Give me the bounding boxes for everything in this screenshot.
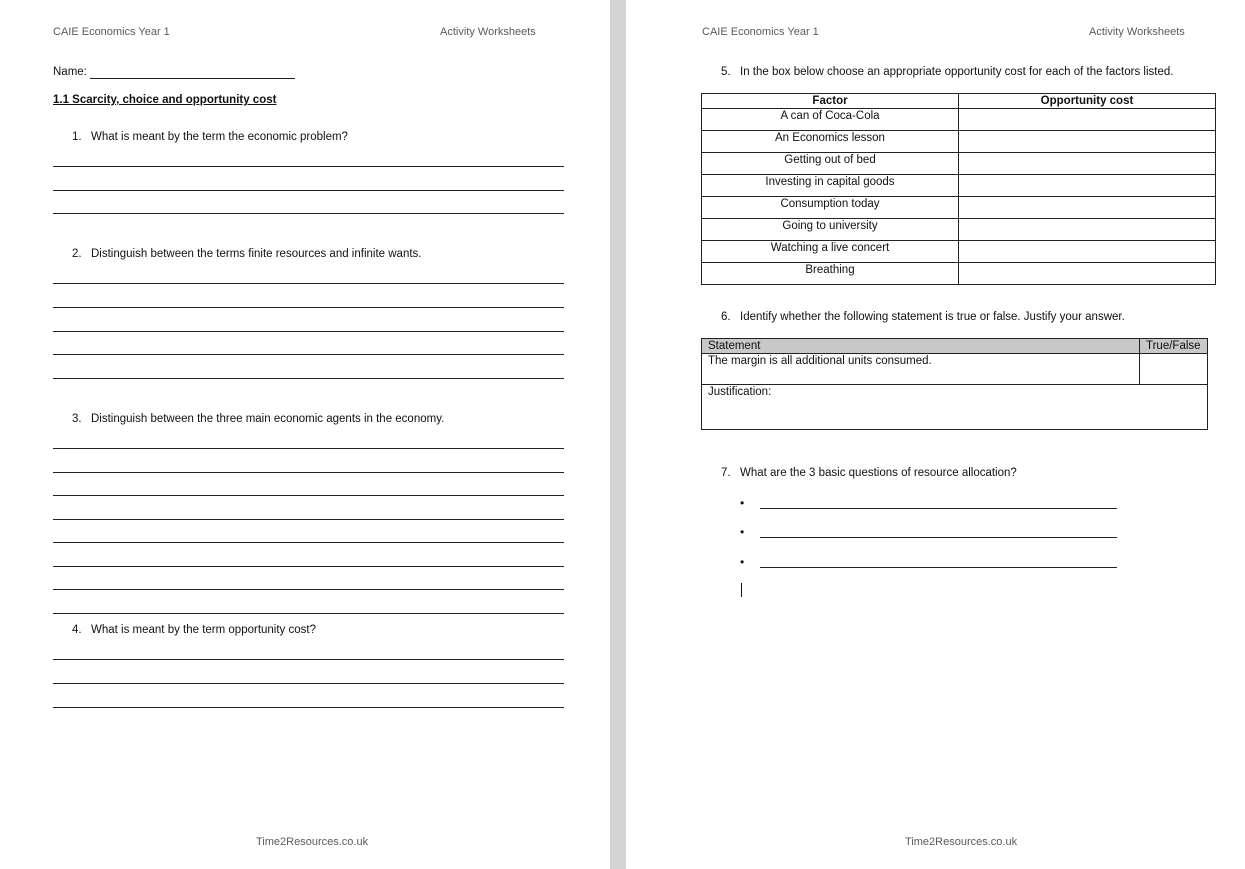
answer-line[interactable] bbox=[53, 472, 564, 473]
factor-cell: Watching a live concert bbox=[702, 241, 959, 263]
opportunity-cost-cell[interactable] bbox=[959, 241, 1216, 263]
factor-cell: Getting out of bed bbox=[702, 153, 959, 175]
opportunity-cost-cell[interactable] bbox=[959, 153, 1216, 175]
question-7 bbox=[721, 467, 1017, 479]
table-row bbox=[702, 175, 1216, 197]
table-row bbox=[702, 219, 1216, 241]
answer-line[interactable] bbox=[53, 354, 564, 355]
bullet-icon: • bbox=[740, 555, 745, 569]
opportunity-cost-cell[interactable] bbox=[959, 219, 1216, 241]
answer-line[interactable] bbox=[53, 307, 564, 308]
question-5 bbox=[721, 66, 1173, 78]
statement-cell: The margin is all additional units consumed. bbox=[702, 354, 1140, 385]
table-row bbox=[702, 385, 1208, 430]
justification-cell[interactable] bbox=[702, 385, 1208, 430]
question-text: What is meant by the term the economic problem? bbox=[91, 131, 348, 143]
table-row bbox=[702, 153, 1216, 175]
answer-line[interactable] bbox=[760, 508, 1117, 509]
footer: Time2Resources.co.uk bbox=[905, 836, 1018, 848]
true-false-cell[interactable] bbox=[1140, 354, 1208, 385]
answer-line[interactable] bbox=[53, 166, 564, 167]
true-false-header: True/False bbox=[1140, 339, 1208, 354]
opportunity-cost-cell[interactable] bbox=[959, 131, 1216, 153]
answer-line[interactable] bbox=[53, 213, 564, 214]
bullet-icon: • bbox=[740, 496, 745, 510]
answer-line[interactable] bbox=[53, 542, 564, 543]
question-4 bbox=[72, 624, 316, 636]
justification-label: Justification: bbox=[708, 386, 772, 398]
answer-line[interactable] bbox=[53, 613, 564, 614]
table-row bbox=[702, 197, 1216, 219]
question-text: Identify whether the following statement is true or false. Justify your answer. bbox=[740, 311, 1125, 323]
question-text: Distinguish between the terms finite resources and infinite wants. bbox=[91, 248, 422, 260]
question-number: 1. bbox=[72, 131, 82, 143]
header-course: CAIE Economics Year 1 bbox=[53, 26, 170, 38]
header-course: CAIE Economics Year 1 bbox=[702, 26, 819, 38]
text-cursor bbox=[741, 583, 742, 597]
question-number: 6. bbox=[721, 311, 731, 323]
opportunity-cost-header: Opportunity cost bbox=[959, 94, 1216, 109]
answer-line[interactable] bbox=[53, 566, 564, 567]
question-number: 2. bbox=[72, 248, 82, 260]
bullet-icon: • bbox=[740, 525, 745, 539]
answer-line[interactable] bbox=[53, 283, 564, 284]
opportunity-cost-cell[interactable] bbox=[959, 175, 1216, 197]
statement-table bbox=[701, 338, 1208, 430]
factor-cell: Breathing bbox=[702, 263, 959, 285]
question-text: Distinguish between the three main economic agents in the economy. bbox=[91, 413, 445, 425]
answer-line[interactable] bbox=[53, 519, 564, 520]
answer-line[interactable] bbox=[53, 378, 564, 379]
factor-cell: A can of Coca-Cola bbox=[702, 109, 959, 131]
answer-line[interactable] bbox=[53, 190, 564, 191]
question-number: 4. bbox=[72, 624, 82, 636]
answer-line[interactable] bbox=[53, 659, 564, 660]
answer-line[interactable] bbox=[53, 589, 564, 590]
question-number: 7. bbox=[721, 467, 731, 479]
factor-cell: Consumption today bbox=[702, 197, 959, 219]
factor-table bbox=[701, 93, 1216, 285]
answer-line[interactable] bbox=[53, 495, 564, 496]
opportunity-cost-cell[interactable] bbox=[959, 263, 1216, 285]
answer-line[interactable] bbox=[760, 567, 1117, 568]
table-row bbox=[702, 109, 1216, 131]
footer: Time2Resources.co.uk bbox=[256, 836, 369, 848]
factor-cell: Investing in capital goods bbox=[702, 175, 959, 197]
factor-header: Factor bbox=[702, 94, 959, 109]
question-text: In the box below choose an appropriate opportunity cost for each of the factors listed. bbox=[740, 66, 1174, 78]
opportunity-cost-cell[interactable] bbox=[959, 197, 1216, 219]
question-text: What is meant by the term opportunity cost? bbox=[91, 624, 316, 636]
opportunity-cost-cell[interactable] bbox=[959, 109, 1216, 131]
right-page bbox=[626, 0, 1245, 869]
statement-header: Statement bbox=[702, 339, 1140, 354]
answer-line[interactable] bbox=[760, 537, 1117, 538]
left-page bbox=[0, 0, 610, 869]
answer-line[interactable] bbox=[53, 448, 564, 449]
header-section: Activity Worksheets bbox=[1089, 26, 1185, 38]
question-number: 3. bbox=[72, 413, 82, 425]
table-row bbox=[702, 354, 1208, 385]
topic-title: 1.1 Scarcity, choice and opportunity cost bbox=[53, 94, 277, 106]
table-row bbox=[702, 241, 1216, 263]
factor-cell: Going to university bbox=[702, 219, 959, 241]
name-label: Name: bbox=[53, 66, 87, 78]
answer-line[interactable] bbox=[53, 683, 564, 684]
table-row bbox=[702, 263, 1216, 285]
table-row bbox=[702, 131, 1216, 153]
answer-line[interactable] bbox=[53, 331, 564, 332]
question-text: What are the 3 basic questions of resource allocation? bbox=[740, 467, 1017, 479]
factor-cell: An Economics lesson bbox=[702, 131, 959, 153]
answer-line[interactable] bbox=[53, 707, 564, 708]
question-2 bbox=[72, 248, 421, 260]
question-6 bbox=[721, 311, 1125, 323]
question-number: 5. bbox=[721, 66, 731, 78]
question-1 bbox=[72, 131, 348, 143]
question-3 bbox=[72, 413, 444, 425]
header-section: Activity Worksheets bbox=[440, 26, 536, 38]
name-line[interactable] bbox=[90, 78, 295, 79]
